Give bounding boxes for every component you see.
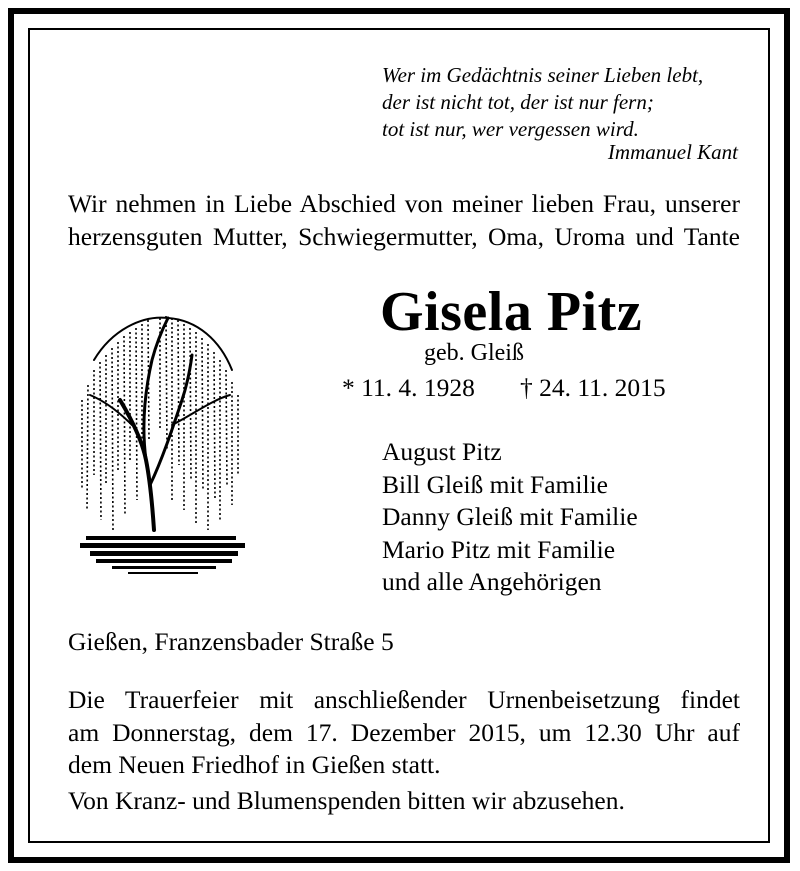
weeping-willow-tree-icon [72, 300, 252, 590]
mourners-list [382, 436, 638, 599]
intro-line: herzensguten Mutter, Schwiegermutter, Oma, Uroma und Tante [68, 222, 740, 251]
service-line: dem Neuen Friedhof in Gießen statt. [68, 750, 441, 779]
mourner: Danny Gleiß mit Familie [382, 502, 638, 531]
quote-author: Immanuel Kant [607, 140, 738, 164]
death-date: † 24. 11. 2015 [520, 373, 666, 402]
mourner: und alle Angehörigen [382, 567, 602, 596]
service-line: Die Trauerfeier mit anschließender Urnenbeisetzung findet [68, 685, 740, 714]
intro-line: Wir nehmen in Liebe Abschied von meiner lieben Frau, unserer [68, 189, 740, 218]
intro-text [68, 187, 740, 253]
service-info [68, 684, 740, 782]
address: Gießen, Franzensbader Straße 5 [68, 627, 394, 656]
deceased-name: Gisela Pitz [380, 281, 643, 343]
service-line: am Donnerstag, dem 17. Dezember 2015, um 12.30 Uhr auf [68, 717, 740, 747]
quote [382, 62, 703, 143]
flowers-note: Von Kranz- und Blumenspenden bitten wir abzusehen. [68, 786, 625, 815]
quote-line: Wer im Gedächtnis seiner Lieben lebt, [382, 63, 704, 87]
mourner: August Pitz [382, 437, 502, 466]
mourner: Bill Gleiß mit Familie [382, 469, 608, 499]
quote-line: der ist nicht tot, der ist nur fern; [382, 90, 654, 114]
quote-line: tot ist nur, wer vergessen wird. [382, 117, 639, 141]
maiden-name: geb. Gleiß [424, 340, 524, 366]
mourner: Mario Pitz mit Familie [382, 534, 616, 564]
birth-date: * 11. 4. 1928 [342, 373, 475, 402]
